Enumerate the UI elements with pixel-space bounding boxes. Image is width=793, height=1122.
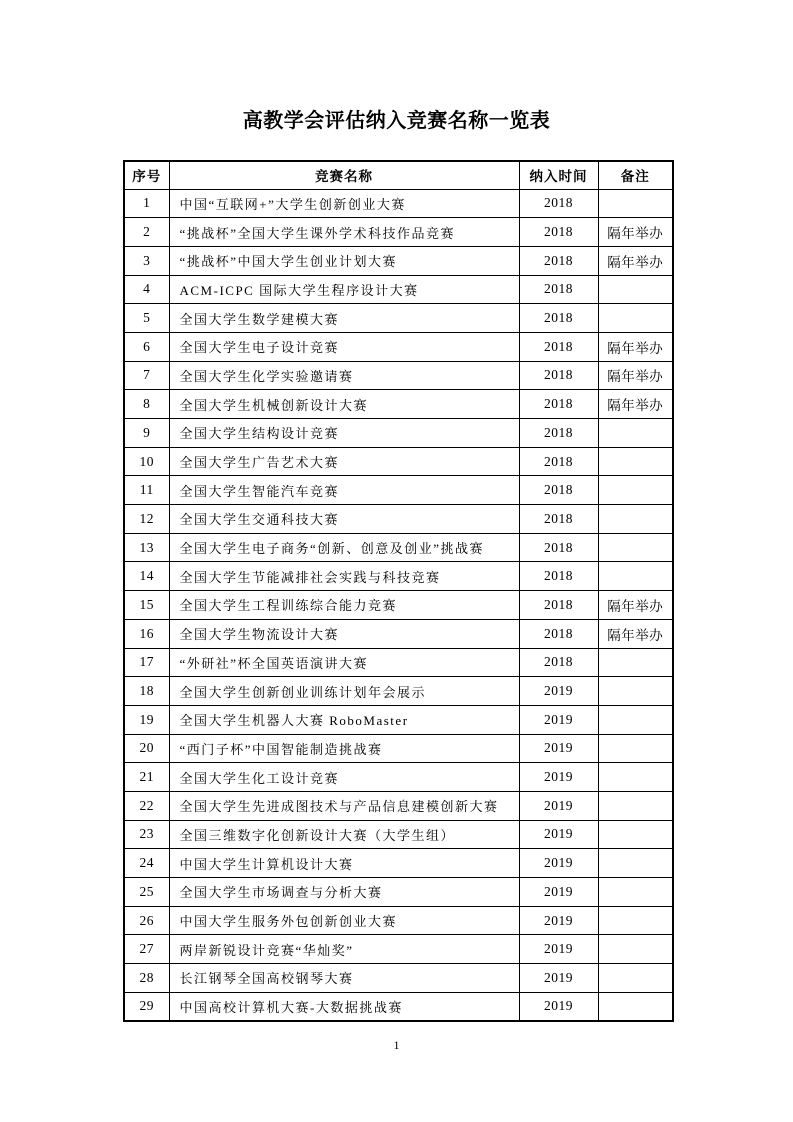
row-number-cell: 2 bbox=[124, 218, 169, 247]
remark-cell bbox=[598, 763, 673, 792]
remark-cell bbox=[598, 476, 673, 505]
page-title: 高教学会评估纳入竞赛名称一览表 bbox=[242, 110, 551, 132]
row-number-cell: 21 bbox=[124, 763, 169, 792]
competition-name-cell: 全国大学生电子设计竞赛 bbox=[169, 332, 519, 361]
inclusion-year-cell: 2018 bbox=[519, 562, 598, 591]
inclusion-year-cell: 2018 bbox=[519, 304, 598, 333]
remark-cell: 隔年举办 bbox=[598, 619, 673, 648]
row-number-cell: 14 bbox=[124, 562, 169, 591]
inclusion-year-cell: 2018 bbox=[519, 390, 598, 419]
table-row bbox=[124, 304, 673, 333]
competition-table bbox=[123, 160, 674, 1022]
inclusion-year-cell: 2018 bbox=[519, 591, 598, 620]
remark-cell bbox=[598, 849, 673, 878]
row-number-cell: 5 bbox=[124, 304, 169, 333]
table-row bbox=[124, 218, 673, 247]
competition-name-cell: 全国大学生机器人大赛 RoboMaster bbox=[169, 705, 519, 734]
table-row bbox=[124, 275, 673, 304]
competition-name-cell: 长江钢琴全国高校钢琴大赛 bbox=[169, 964, 519, 993]
table-row bbox=[124, 419, 673, 448]
competition-name-cell: 中国“互联网+”大学生创新创业大赛 bbox=[169, 189, 519, 218]
remark-cell bbox=[598, 533, 673, 562]
inclusion-year-cell: 2018 bbox=[519, 361, 598, 390]
remark-cell: 隔年举办 bbox=[598, 361, 673, 390]
table-row bbox=[124, 505, 673, 534]
table-body bbox=[124, 189, 673, 1021]
competition-name-cell: “西门子杯”中国智能制造挑战赛 bbox=[169, 734, 519, 763]
competition-name-cell: 中国高校计算机大赛-大数据挑战赛 bbox=[169, 992, 519, 1021]
row-number-cell: 17 bbox=[124, 648, 169, 677]
table-row bbox=[124, 562, 673, 591]
table-row bbox=[124, 820, 673, 849]
competition-name-cell: 全国大学生工程训练综合能力竞赛 bbox=[169, 591, 519, 620]
row-number-cell: 12 bbox=[124, 505, 169, 534]
competition-name-cell: 全国大学生机械创新设计大赛 bbox=[169, 390, 519, 419]
row-number-cell: 25 bbox=[124, 878, 169, 907]
inclusion-year-cell: 2018 bbox=[519, 218, 598, 247]
row-number-cell: 10 bbox=[124, 447, 169, 476]
row-number-cell: 28 bbox=[124, 964, 169, 993]
table-row bbox=[124, 734, 673, 763]
remark-cell bbox=[598, 562, 673, 591]
table-row bbox=[124, 591, 673, 620]
remark-cell bbox=[598, 906, 673, 935]
remark-cell bbox=[598, 447, 673, 476]
table-row bbox=[124, 447, 673, 476]
competition-name-cell: 全国大学生化工设计竞赛 bbox=[169, 763, 519, 792]
inclusion-year-cell: 2019 bbox=[519, 763, 598, 792]
inclusion-year-cell: 2019 bbox=[519, 705, 598, 734]
inclusion-year-cell: 2018 bbox=[519, 476, 598, 505]
remark-cell bbox=[598, 648, 673, 677]
remark-cell bbox=[598, 935, 673, 964]
row-number-cell: 18 bbox=[124, 677, 169, 706]
remark-cell bbox=[598, 304, 673, 333]
inclusion-year-cell: 2019 bbox=[519, 935, 598, 964]
table-row bbox=[124, 648, 673, 677]
column-header-number: 序号 bbox=[124, 161, 169, 189]
remark-cell bbox=[598, 878, 673, 907]
row-number-cell: 20 bbox=[124, 734, 169, 763]
table-row bbox=[124, 849, 673, 878]
competition-name-cell: 全国大学生交通科技大赛 bbox=[169, 505, 519, 534]
remark-cell bbox=[598, 964, 673, 993]
competition-name-cell: “挑战杯”全国大学生课外学术科技作品竞赛 bbox=[169, 218, 519, 247]
competition-name-cell: “挑战杯”中国大学生创业计划大赛 bbox=[169, 246, 519, 275]
inclusion-year-cell: 2018 bbox=[519, 533, 598, 562]
inclusion-year-cell: 2018 bbox=[519, 275, 598, 304]
table-row bbox=[124, 763, 673, 792]
inclusion-year-cell: 2018 bbox=[519, 419, 598, 448]
row-number-cell: 19 bbox=[124, 705, 169, 734]
table-header-row bbox=[124, 161, 673, 189]
row-number-cell: 11 bbox=[124, 476, 169, 505]
competition-name-cell: 全国大学生结构设计竞赛 bbox=[169, 419, 519, 448]
competition-name-cell: “外研社”杯全国英语演讲大赛 bbox=[169, 648, 519, 677]
inclusion-year-cell: 2019 bbox=[519, 906, 598, 935]
competition-name-cell: 两岸新锐设计竞赛“华灿奖” bbox=[169, 935, 519, 964]
table-row bbox=[124, 189, 673, 218]
table-row bbox=[124, 246, 673, 275]
remark-cell bbox=[598, 677, 673, 706]
table-row bbox=[124, 533, 673, 562]
competition-name-cell: 全国大学生先进成图技术与产品信息建模创新大赛 bbox=[169, 791, 519, 820]
inclusion-year-cell: 2018 bbox=[519, 332, 598, 361]
row-number-cell: 27 bbox=[124, 935, 169, 964]
row-number-cell: 8 bbox=[124, 390, 169, 419]
competition-name-cell: 全国三维数字化创新设计大赛（大学生组） bbox=[169, 820, 519, 849]
column-header-competition-name: 竞赛名称 bbox=[169, 161, 519, 189]
remark-cell bbox=[598, 734, 673, 763]
table-row bbox=[124, 992, 673, 1021]
competition-name-cell: 全国大学生数学建模大赛 bbox=[169, 304, 519, 333]
row-number-cell: 24 bbox=[124, 849, 169, 878]
inclusion-year-cell: 2019 bbox=[519, 734, 598, 763]
table-row bbox=[124, 361, 673, 390]
inclusion-year-cell: 2019 bbox=[519, 849, 598, 878]
remark-cell bbox=[598, 505, 673, 534]
row-number-cell: 9 bbox=[124, 419, 169, 448]
competition-name-cell: 全国大学生电子商务“创新、创意及创业”挑战赛 bbox=[169, 533, 519, 562]
row-number-cell: 4 bbox=[124, 275, 169, 304]
table-row bbox=[124, 705, 673, 734]
table-row bbox=[124, 390, 673, 419]
remark-cell bbox=[598, 419, 673, 448]
remark-cell bbox=[598, 189, 673, 218]
row-number-cell: 22 bbox=[124, 791, 169, 820]
competition-name-cell: 全国大学生化学实验邀请赛 bbox=[169, 361, 519, 390]
remark-cell: 隔年举办 bbox=[598, 332, 673, 361]
table-row bbox=[124, 964, 673, 993]
competition-name-cell: 全国大学生物流设计大赛 bbox=[169, 619, 519, 648]
row-number-cell: 15 bbox=[124, 591, 169, 620]
remark-cell: 隔年举办 bbox=[598, 218, 673, 247]
table-row bbox=[124, 476, 673, 505]
competition-name-cell: 中国大学生服务外包创新创业大赛 bbox=[169, 906, 519, 935]
inclusion-year-cell: 2019 bbox=[519, 992, 598, 1021]
table-row bbox=[124, 332, 673, 361]
remark-cell bbox=[598, 820, 673, 849]
inclusion-year-cell: 2019 bbox=[519, 677, 598, 706]
inclusion-year-cell: 2019 bbox=[519, 964, 598, 993]
competition-name-cell: 全国大学生市场调查与分析大赛 bbox=[169, 878, 519, 907]
inclusion-year-cell: 2019 bbox=[519, 878, 598, 907]
competition-name-cell: 全国大学生节能减排社会实践与科技竞赛 bbox=[169, 562, 519, 591]
column-header-remark: 备注 bbox=[598, 161, 673, 189]
competition-name-cell: ACM-ICPC 国际大学生程序设计大赛 bbox=[169, 275, 519, 304]
row-number-cell: 29 bbox=[124, 992, 169, 1021]
remark-cell bbox=[598, 791, 673, 820]
inclusion-year-cell: 2018 bbox=[519, 189, 598, 218]
column-header-inclusion-time: 纳入时间 bbox=[519, 161, 598, 189]
row-number-cell: 26 bbox=[124, 906, 169, 935]
inclusion-year-cell: 2018 bbox=[519, 447, 598, 476]
row-number-cell: 13 bbox=[124, 533, 169, 562]
row-number-cell: 7 bbox=[124, 361, 169, 390]
table-row bbox=[124, 878, 673, 907]
remark-cell bbox=[598, 992, 673, 1021]
remark-cell: 隔年举办 bbox=[598, 390, 673, 419]
table-row bbox=[124, 935, 673, 964]
row-number-cell: 6 bbox=[124, 332, 169, 361]
table-row bbox=[124, 619, 673, 648]
remark-cell bbox=[598, 275, 673, 304]
row-number-cell: 1 bbox=[124, 189, 169, 218]
inclusion-year-cell: 2018 bbox=[519, 505, 598, 534]
inclusion-year-cell: 2018 bbox=[519, 648, 598, 677]
row-number-cell: 23 bbox=[124, 820, 169, 849]
inclusion-year-cell: 2018 bbox=[519, 246, 598, 275]
page-number: 1 bbox=[393, 1038, 400, 1052]
row-number-cell: 16 bbox=[124, 619, 169, 648]
competition-name-cell: 中国大学生计算机设计大赛 bbox=[169, 849, 519, 878]
inclusion-year-cell: 2018 bbox=[519, 619, 598, 648]
remark-cell bbox=[598, 705, 673, 734]
inclusion-year-cell: 2019 bbox=[519, 791, 598, 820]
inclusion-year-cell: 2019 bbox=[519, 820, 598, 849]
table-row bbox=[124, 791, 673, 820]
remark-cell: 隔年举办 bbox=[598, 591, 673, 620]
competition-name-cell: 全国大学生创新创业训练计划年会展示 bbox=[169, 677, 519, 706]
remark-cell: 隔年举办 bbox=[598, 246, 673, 275]
table-row bbox=[124, 906, 673, 935]
competition-name-cell: 全国大学生智能汽车竞赛 bbox=[169, 476, 519, 505]
competition-name-cell: 全国大学生广告艺术大赛 bbox=[169, 447, 519, 476]
row-number-cell: 3 bbox=[124, 246, 169, 275]
table-row bbox=[124, 677, 673, 706]
